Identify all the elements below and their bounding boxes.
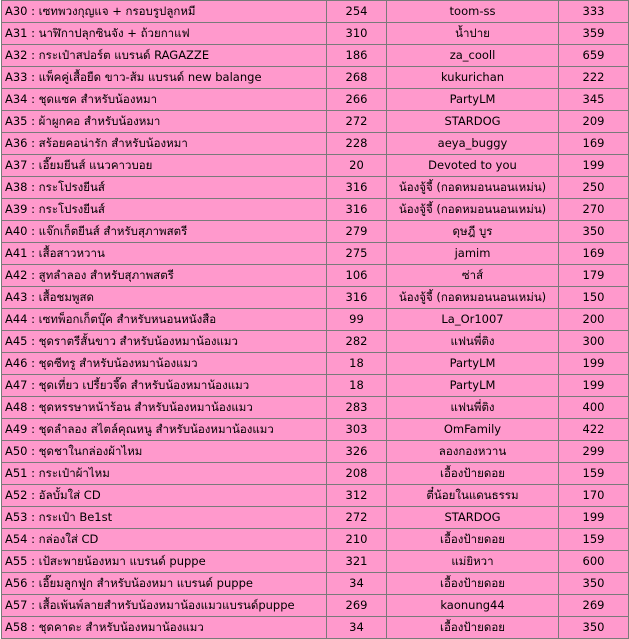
item-cell: A30 : เซทพวงกุญแจ + กรอบรูปลูกหมี xyxy=(2,1,327,23)
table-row xyxy=(2,111,629,133)
number-cell: 272 xyxy=(327,111,387,133)
item-cell: A49 : ชุดลำลอง สไตล์คุณหนู สำหรับน้องหมาน้องแมว xyxy=(2,419,327,441)
number-cell: 18 xyxy=(327,353,387,375)
item-cell: A37 : เอี๊ยมยีนส์ แนวคาวบอย xyxy=(2,155,327,177)
member-name-cell: STARDOG xyxy=(387,507,559,529)
member-name-cell: เอื้องป้ายดอย xyxy=(387,529,559,551)
member-name-cell: PartyLM xyxy=(387,89,559,111)
item-cell: A40 : แจ๊กเก็ตยีนส์ สำหรับสุภาพสตรี xyxy=(2,221,327,243)
table-row xyxy=(2,397,629,419)
table-row xyxy=(2,463,629,485)
item-cell: A43 : เสื้อชมพูสด xyxy=(2,287,327,309)
item-cell: A46 : ชุดซีทรู สำหรับน้องหมาน้องแมว xyxy=(2,353,327,375)
table-row xyxy=(2,155,629,177)
item-cell: A38 : กระโปรงยีนส์ xyxy=(2,177,327,199)
number-cell: 20 xyxy=(327,155,387,177)
price-cell: 199 xyxy=(559,507,629,529)
item-cell: A39 : กระโปรงยีนส์ xyxy=(2,199,327,221)
table-row xyxy=(2,441,629,463)
item-cell: A34 : ชุดแซค สำหรับน้องหมา xyxy=(2,89,327,111)
price-cell: 600 xyxy=(559,551,629,573)
table-body xyxy=(2,1,629,639)
table-row xyxy=(2,507,629,529)
table-row xyxy=(2,89,629,111)
member-name-cell: PartyLM xyxy=(387,353,559,375)
member-name-cell: ซ่าส์ xyxy=(387,265,559,287)
number-cell: 316 xyxy=(327,177,387,199)
item-cell: A36 : สร้อยคอน่ารัก สำหรับน้องหมา xyxy=(2,133,327,155)
price-cell: 299 xyxy=(559,441,629,463)
number-cell: 268 xyxy=(327,67,387,89)
number-cell: 279 xyxy=(327,221,387,243)
number-cell: 18 xyxy=(327,375,387,397)
price-cell: 209 xyxy=(559,111,629,133)
price-cell: 169 xyxy=(559,243,629,265)
price-cell: 199 xyxy=(559,353,629,375)
member-name-cell: za_cooll xyxy=(387,45,559,67)
price-cell: 300 xyxy=(559,331,629,353)
table-row xyxy=(2,221,629,243)
member-name-cell: น้ำปาย xyxy=(387,23,559,45)
item-cell: A35 : ผ้าผูกคอ สำหรับน้องหมา xyxy=(2,111,327,133)
item-cell: A33 : แพ็คคู่เสื้อยืด ขาว-ส้ม แบรนด์ new balange xyxy=(2,67,327,89)
member-name-cell: ดุษฎี บูร xyxy=(387,221,559,243)
member-name-cell: เอื้องป้ายดอย xyxy=(387,573,559,595)
item-cell: A56 : เอี๊ยมลูกฟูก สำหรับน้องหมา แบรนด์ puppe xyxy=(2,573,327,595)
price-cell: 159 xyxy=(559,529,629,551)
price-cell: 345 xyxy=(559,89,629,111)
member-name-cell: ลองกองหวาน xyxy=(387,441,559,463)
price-cell: 333 xyxy=(559,1,629,23)
auction-table xyxy=(1,0,629,639)
member-name-cell: เอื้องป้ายดอย xyxy=(387,463,559,485)
item-cell: A47 : ชุดเที่ยว เปรี้ยวจี๊ด สำหรับน้องหมาน้องแมว xyxy=(2,375,327,397)
table-row xyxy=(2,573,629,595)
table-row xyxy=(2,243,629,265)
number-cell: 303 xyxy=(327,419,387,441)
number-cell: 210 xyxy=(327,529,387,551)
number-cell: 208 xyxy=(327,463,387,485)
item-cell: A44 : เซทพ็อกเก็ตบุ๊ค สำหรับหนอนหนังสือ xyxy=(2,309,327,331)
item-cell: A53 : กระเป๋า Be1st xyxy=(2,507,327,529)
price-cell: 150 xyxy=(559,287,629,309)
member-name-cell: แฟนพี่ติง xyxy=(387,397,559,419)
item-cell: A48 : ชุดหรรษาหน้าร้อน สำหรับน้องหมาน้องแมว xyxy=(2,397,327,419)
number-cell: 99 xyxy=(327,309,387,331)
member-name-cell: PartyLM xyxy=(387,375,559,397)
number-cell: 275 xyxy=(327,243,387,265)
price-cell: 350 xyxy=(559,573,629,595)
member-name-cell: La_Or1007 xyxy=(387,309,559,331)
number-cell: 282 xyxy=(327,331,387,353)
number-cell: 106 xyxy=(327,265,387,287)
member-name-cell: น้องจู้จี้ (กอดหมอนนอนเหม่น) xyxy=(387,177,559,199)
item-cell: A52 : อัลบั้มใส่ CD xyxy=(2,485,327,507)
price-cell: 422 xyxy=(559,419,629,441)
price-cell: 200 xyxy=(559,309,629,331)
table-row xyxy=(2,595,629,617)
table-row xyxy=(2,265,629,287)
member-name-cell: น้องจู้จี้ (กอดหมอนนอนเหม่น) xyxy=(387,199,559,221)
table-row xyxy=(2,309,629,331)
price-cell: 199 xyxy=(559,155,629,177)
number-cell: 266 xyxy=(327,89,387,111)
price-cell: 359 xyxy=(559,23,629,45)
price-cell: 659 xyxy=(559,45,629,67)
member-name-cell: jamim xyxy=(387,243,559,265)
number-cell: 269 xyxy=(327,595,387,617)
number-cell: 186 xyxy=(327,45,387,67)
table-row xyxy=(2,1,629,23)
item-cell: A32 : กระเป๋าสปอร์ต แบรนด์ RAGAZZE xyxy=(2,45,327,67)
item-cell: A54 : กล่องใส่ CD xyxy=(2,529,327,551)
item-cell: A51 : กระเป๋าผ้าไหม xyxy=(2,463,327,485)
price-cell: 179 xyxy=(559,265,629,287)
number-cell: 312 xyxy=(327,485,387,507)
price-cell: 199 xyxy=(559,375,629,397)
table-row xyxy=(2,353,629,375)
table-row xyxy=(2,617,629,639)
table-row xyxy=(2,45,629,67)
number-cell: 316 xyxy=(327,199,387,221)
item-cell: A42 : สูทลำลอง สำหรับสุภาพสตรี xyxy=(2,265,327,287)
price-cell: 169 xyxy=(559,133,629,155)
member-name-cell: Devoted to you xyxy=(387,155,559,177)
price-cell: 350 xyxy=(559,221,629,243)
price-cell: 269 xyxy=(559,595,629,617)
member-name-cell: OmFamily xyxy=(387,419,559,441)
table-row xyxy=(2,67,629,89)
member-name-cell: toom-ss xyxy=(387,1,559,23)
table-row xyxy=(2,287,629,309)
item-cell: A58 : ชุดคาดะ สำหรับน้องหมาน้องแมว xyxy=(2,617,327,639)
table-row xyxy=(2,199,629,221)
table-row xyxy=(2,331,629,353)
member-name-cell: STARDOG xyxy=(387,111,559,133)
number-cell: 310 xyxy=(327,23,387,45)
table-row xyxy=(2,23,629,45)
table-row xyxy=(2,419,629,441)
price-cell: 350 xyxy=(559,617,629,639)
item-cell: A50 : ชุดชาในกล่องผ้าไหม xyxy=(2,441,327,463)
number-cell: 316 xyxy=(327,287,387,309)
number-cell: 272 xyxy=(327,507,387,529)
price-cell: 250 xyxy=(559,177,629,199)
price-cell: 400 xyxy=(559,397,629,419)
member-name-cell: ตี๋น้อยในแดนธรรม xyxy=(387,485,559,507)
member-name-cell: kaonung44 xyxy=(387,595,559,617)
table-row xyxy=(2,375,629,397)
item-cell: A31 : นาฬิกาปลุกซินจัง + ถ้วยกาแฟ xyxy=(2,23,327,45)
table-row xyxy=(2,551,629,573)
price-cell: 270 xyxy=(559,199,629,221)
number-cell: 228 xyxy=(327,133,387,155)
member-name-cell: เอื้องป้ายดอย xyxy=(387,617,559,639)
price-cell: 222 xyxy=(559,67,629,89)
item-cell: A45 : ชุดราตรีสั้นขาว สำหรับน้องหมาน้องแมว xyxy=(2,331,327,353)
item-cell: A55 : เป้สะพายน้องหมา แบรนด์ puppe xyxy=(2,551,327,573)
table-row xyxy=(2,133,629,155)
member-name-cell: แม่ยิหวา xyxy=(387,551,559,573)
table-row xyxy=(2,529,629,551)
member-name-cell: aeya_buggy xyxy=(387,133,559,155)
item-cell: A41 : เสื้อสาวหวาน xyxy=(2,243,327,265)
number-cell: 321 xyxy=(327,551,387,573)
number-cell: 254 xyxy=(327,1,387,23)
price-cell: 159 xyxy=(559,463,629,485)
member-name-cell: แฟนพี่ติง xyxy=(387,331,559,353)
table-row xyxy=(2,177,629,199)
table-row xyxy=(2,485,629,507)
item-cell: A57 : เสื้อเพ้นพ์ลายสำหรับน้องหมาน้องแมวแบรนด์puppe xyxy=(2,595,327,617)
number-cell: 283 xyxy=(327,397,387,419)
price-cell: 170 xyxy=(559,485,629,507)
number-cell: 34 xyxy=(327,573,387,595)
member-name-cell: kukurichan xyxy=(387,67,559,89)
member-name-cell: น้องจู้จี้ (กอดหมอนนอนเหม่น) xyxy=(387,287,559,309)
number-cell: 326 xyxy=(327,441,387,463)
number-cell: 34 xyxy=(327,617,387,639)
